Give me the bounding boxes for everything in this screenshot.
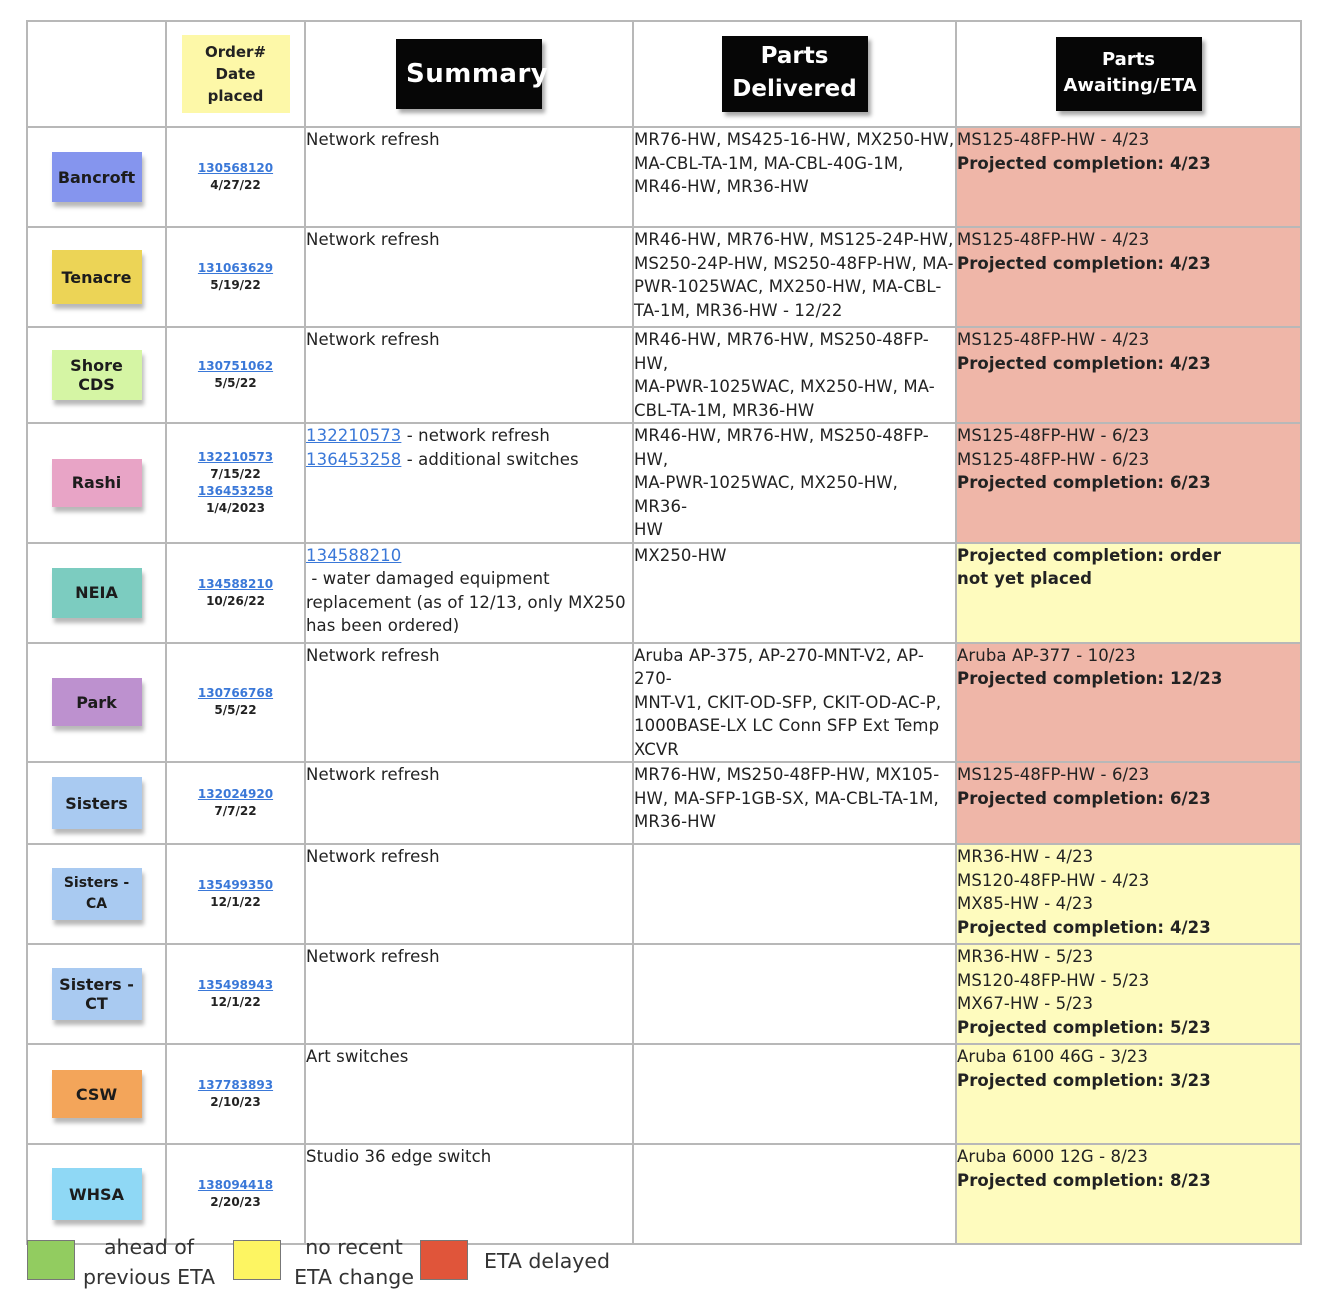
summary-text: Network refresh xyxy=(306,230,440,249)
site-name xyxy=(65,794,127,813)
awaiting-cell xyxy=(956,1144,1301,1244)
site-cell xyxy=(27,643,166,763)
summary-text: has been ordered) xyxy=(306,616,460,635)
order-number-link[interactable]: 136453258 xyxy=(197,483,274,498)
delivered-cell xyxy=(633,227,956,327)
awaiting-line: MS125-48FP-HW - 4/23 xyxy=(957,330,1150,349)
site-sticky-note xyxy=(52,1168,142,1220)
awaiting-cell xyxy=(956,423,1301,543)
order-number-link[interactable]: 132024920 xyxy=(197,787,274,801)
summary-text: Studio 36 edge switch xyxy=(306,1147,492,1166)
site-sticky-note xyxy=(52,968,142,1020)
legend-delayed-line1: ETA delayed xyxy=(483,1249,611,1273)
site-cell xyxy=(27,1144,166,1244)
delivered-cell xyxy=(633,327,956,423)
site-name-line: Sisters - xyxy=(63,875,130,891)
site-name-line: Sisters xyxy=(65,793,128,813)
order-date: 2/20/23 xyxy=(210,1195,261,1209)
delivered-cell xyxy=(633,1144,956,1244)
header-summary xyxy=(305,21,633,127)
header-row xyxy=(27,21,1301,127)
awaiting-header-line1: Parts xyxy=(1101,49,1156,70)
awaiting-line: Aruba AP-377 - 10/23 xyxy=(957,645,1136,665)
delivered-cell xyxy=(633,844,956,944)
delivered-cell xyxy=(633,1044,956,1144)
order-date: 5/19/22 xyxy=(210,278,261,292)
legend-no-change-line2: ETA change xyxy=(294,1265,414,1289)
site-name-line: Shore CDS xyxy=(70,356,123,394)
summary-text: - network refresh xyxy=(401,426,550,445)
order-header-sticky xyxy=(182,35,290,113)
site-name-line: Tenacre xyxy=(61,267,132,287)
projected-completion: Projected completion: 5/23 xyxy=(957,1017,1211,1037)
order-cell xyxy=(166,227,305,327)
awaiting-line: MS125-48FP-HW - 6/23 xyxy=(957,765,1150,784)
site-name xyxy=(76,1085,117,1104)
table-row xyxy=(27,327,1301,423)
order-cell xyxy=(166,844,305,944)
summary-cell xyxy=(305,762,633,844)
summary-text: Network refresh xyxy=(306,130,440,149)
order-cell xyxy=(166,762,305,844)
order-number-link[interactable]: 130568120 xyxy=(197,161,274,175)
order-cell xyxy=(166,643,305,763)
site-name-line: NEIA xyxy=(75,583,118,602)
legend-swatch-no-change xyxy=(233,1240,281,1280)
table-row xyxy=(27,127,1301,227)
awaiting-header-label xyxy=(1056,37,1202,111)
order-number-link[interactable]: 134588210 xyxy=(197,576,274,591)
summary-text: Network refresh xyxy=(306,947,440,966)
order-number-link[interactable]: 135498943 xyxy=(197,978,274,992)
site-cell xyxy=(27,844,166,944)
legend-label-no-change xyxy=(290,1232,418,1292)
site-name-line: WHSA xyxy=(69,1184,124,1204)
table-row xyxy=(27,1044,1301,1144)
summary-text: Network refresh xyxy=(306,645,440,665)
summary-text: Network refresh xyxy=(306,330,440,349)
awaiting-cell xyxy=(956,844,1301,944)
order-number-link[interactable]: 130766768 xyxy=(197,686,274,701)
site-name-line: Park xyxy=(76,692,117,712)
summary-line xyxy=(306,228,632,252)
delivered-line: MA-PWR-1025WAC, MX250-HW, MA- xyxy=(634,377,935,396)
site-cell xyxy=(27,944,166,1044)
delivered-line: MR46-HW, MR76-HW, MS250-48FP-HW, xyxy=(634,426,929,469)
projected-completion: Projected completion: order not yet placed xyxy=(957,545,1222,588)
delivered-header-line2: Delivered xyxy=(732,76,857,102)
site-name xyxy=(52,975,142,1013)
summary-header-label: Summary xyxy=(396,39,542,109)
delivered-cell xyxy=(633,944,956,1044)
site-name xyxy=(58,168,135,187)
awaiting-line: MS125-48FP-HW - 6/23 xyxy=(957,449,1150,469)
summary-line xyxy=(306,1145,632,1169)
site-cell xyxy=(27,327,166,423)
site-cell xyxy=(27,227,166,327)
order-date: 10/26/22 xyxy=(206,593,265,608)
site-name-line: Rashi xyxy=(71,473,122,493)
site-name-line: CSW xyxy=(75,1084,118,1104)
summary-order-link[interactable]: 132210573 xyxy=(306,426,402,445)
order-number-link[interactable]: 138094418 xyxy=(197,1178,274,1192)
delivered-header-label xyxy=(722,36,868,112)
order-status-table xyxy=(26,20,1302,1245)
legend-swatch-ahead xyxy=(27,1240,75,1280)
table-row xyxy=(27,1144,1301,1244)
order-number-link[interactable]: 132210573 xyxy=(197,449,274,464)
summary-cell xyxy=(305,227,633,327)
projected-completion: Projected completion: 12/23 xyxy=(957,669,1223,688)
legend-ahead-line2: previous ETA xyxy=(82,1265,216,1289)
header-awaiting xyxy=(956,21,1301,127)
delivered-line: MR76-HW, MS250-48FP-HW, MX105- xyxy=(634,765,940,784)
legend-no-change-line1: no recent xyxy=(305,1235,403,1259)
legend-label-ahead xyxy=(78,1232,220,1292)
order-cell xyxy=(166,1144,305,1244)
table-row xyxy=(27,423,1301,543)
summary-line xyxy=(306,1045,632,1069)
awaiting-line: Aruba 6000 12G - 8/23 xyxy=(957,1147,1148,1166)
delivered-line: MR46-HW, MR76-HW, MS250-48FP-HW, xyxy=(634,330,929,373)
site-sticky-note xyxy=(52,250,142,304)
awaiting-line: MS125-48FP-HW - 6/23 xyxy=(957,426,1150,445)
summary-text: Art switches xyxy=(306,1047,409,1066)
site-sticky-note xyxy=(52,459,142,507)
table-row xyxy=(27,944,1301,1044)
projected-completion: Projected completion: 4/23 xyxy=(957,917,1211,937)
delivered-line: 1000BASE-LX LC Conn SFP Ext Temp xyxy=(634,716,940,735)
legend xyxy=(0,1232,1320,1302)
order-date: 12/1/22 xyxy=(210,995,261,1009)
projected-completion: Projected completion: 4/23 xyxy=(957,153,1211,173)
site-cell xyxy=(27,543,166,643)
summary-line xyxy=(306,128,632,152)
awaiting-cell xyxy=(956,127,1301,227)
projected-completion: Projected completion: 6/23 xyxy=(957,788,1211,808)
delivered-cell xyxy=(633,762,956,844)
summary-line xyxy=(306,644,632,668)
site-cell xyxy=(27,127,166,227)
projected-completion: Projected completion: 6/23 xyxy=(957,473,1211,492)
site-name xyxy=(75,583,118,602)
summary-cell xyxy=(305,127,633,227)
order-number-link[interactable]: 131063629 xyxy=(197,261,274,275)
awaiting-line: Aruba 6100 46G - 3/23 xyxy=(957,1047,1148,1066)
summary-cell xyxy=(305,423,633,543)
delivered-cell xyxy=(633,423,956,543)
delivered-header-line1: Parts xyxy=(760,43,829,69)
summary-cell xyxy=(305,643,633,763)
order-date: 5/5/22 xyxy=(214,376,257,390)
site-name xyxy=(61,268,131,287)
legend-swatch-delayed xyxy=(420,1240,468,1280)
summary-order-link[interactable]: 134588210 xyxy=(306,545,402,565)
delivered-line: CBL-TA-1M, MR36-HW xyxy=(634,400,815,420)
projected-completion: Projected completion: 4/23 xyxy=(957,253,1211,273)
summary-line xyxy=(306,763,632,787)
summary-line xyxy=(306,845,632,869)
table-row xyxy=(27,543,1301,643)
delivered-line: MR36-HW xyxy=(634,812,717,831)
summary-text: Network refresh xyxy=(306,847,440,866)
awaiting-line: MR36-HW - 5/23 xyxy=(957,947,1094,966)
summary-text: replacement (as of 12/13, only MX250 xyxy=(306,592,626,612)
summary-cell xyxy=(305,543,633,643)
delivered-line: MA-PWR-1025WAC, MX250-HW, MR36- xyxy=(634,473,898,516)
order-date: 2/10/23 xyxy=(210,1095,261,1109)
table-row xyxy=(27,762,1301,844)
summary-line xyxy=(306,448,632,472)
order-cell xyxy=(166,127,305,227)
delivered-line: HW, MA-SFP-1GB-SX, MA-CBL-TA-1M, xyxy=(634,788,939,808)
site-cell xyxy=(27,762,166,844)
delivered-line: HW xyxy=(634,520,663,539)
order-date: 7/7/22 xyxy=(214,804,257,818)
awaiting-cell xyxy=(956,327,1301,423)
site-sticky-note xyxy=(52,568,142,618)
site-name xyxy=(76,693,117,712)
site-name-line: Sisters - CT xyxy=(59,975,134,1013)
legend-ahead-line1: ahead of xyxy=(103,1235,195,1259)
summary-text: - additional switches xyxy=(401,449,579,469)
delivered-line: Aruba AP-375, AP-270-MNT-V2, AP-270- xyxy=(634,645,924,688)
summary-line xyxy=(306,945,632,969)
order-date: 5/5/22 xyxy=(214,703,257,718)
site-sticky-note xyxy=(52,777,142,829)
order-number-link[interactable]: 130751062 xyxy=(197,359,274,373)
order-number-link[interactable]: 137783893 xyxy=(197,1078,274,1092)
delivered-line: PWR-1025WAC, MX250-HW, MA-CBL- xyxy=(634,277,942,296)
awaiting-cell xyxy=(956,762,1301,844)
order-cell xyxy=(166,1044,305,1144)
delivered-line: TA-1M, MR36-HW - 12/22 xyxy=(634,300,843,320)
awaiting-cell xyxy=(956,1044,1301,1144)
site-name xyxy=(52,356,142,394)
site-sticky-note xyxy=(52,868,142,920)
awaiting-cell xyxy=(956,944,1301,1044)
site-name-line: CA xyxy=(85,896,108,912)
order-cell xyxy=(166,543,305,643)
summary-text: - water damaged equipment xyxy=(306,569,550,588)
awaiting-line: MX67-HW - 5/23 xyxy=(957,994,1094,1013)
site-sticky-note xyxy=(52,678,142,726)
order-date: 1/4/2023 xyxy=(206,500,265,515)
awaiting-line: MS120-48FP-HW - 4/23 xyxy=(957,870,1150,890)
order-number-link[interactable]: 135499350 xyxy=(197,878,274,892)
site-sticky-note xyxy=(52,1070,142,1118)
summary-cell xyxy=(305,844,633,944)
order-cell xyxy=(166,327,305,423)
order-date: 7/15/22 xyxy=(210,466,261,481)
site-sticky-note xyxy=(52,152,142,202)
delivered-line: MNT-V1, CKIT-OD-SFP, CKIT-OD-AC-P, xyxy=(634,692,942,712)
summary-line xyxy=(306,591,632,615)
site-name xyxy=(69,1185,124,1204)
legend-label-delayed xyxy=(478,1246,616,1276)
delivered-line: MR46-HW, MR76-HW, MS125-24P-HW, xyxy=(634,230,954,249)
summary-line xyxy=(306,328,632,352)
delivered-line: MS250-24P-HW, MS250-48FP-HW, MA- xyxy=(634,253,954,273)
awaiting-line: MR36-HW - 4/23 xyxy=(957,847,1094,866)
delivered-cell xyxy=(633,643,956,763)
summary-cell xyxy=(305,944,633,1044)
order-cell xyxy=(166,423,305,543)
awaiting-header-line2: Awaiting/ETA xyxy=(1063,75,1197,96)
table-row xyxy=(27,643,1301,763)
projected-completion: Projected completion: 8/23 xyxy=(957,1170,1211,1190)
site-name xyxy=(72,473,122,492)
awaiting-cell xyxy=(956,227,1301,327)
delivered-line: MR76-HW, MS425-16-HW, MX250-HW, xyxy=(634,130,955,149)
awaiting-cell xyxy=(956,643,1301,763)
delivered-line: MR46-HW, MR36-HW xyxy=(634,177,809,196)
header-order xyxy=(166,21,305,127)
summary-line xyxy=(306,614,632,638)
order-header-line2: Date placed xyxy=(207,65,264,105)
delivered-line: MX250-HW xyxy=(634,545,727,565)
site-name-line: Bancroft xyxy=(57,167,136,187)
summary-text: Network refresh xyxy=(306,765,440,784)
awaiting-line: MS125-48FP-HW - 4/23 xyxy=(957,230,1150,249)
site-sticky-note xyxy=(52,350,142,400)
summary-order-link[interactable]: 136453258 xyxy=(306,449,402,469)
table-row xyxy=(27,844,1301,944)
site-cell xyxy=(27,1044,166,1144)
delivered-cell xyxy=(633,543,956,643)
projected-completion: Projected completion: 4/23 xyxy=(957,353,1211,373)
site-name xyxy=(64,873,129,915)
order-cell xyxy=(166,944,305,1044)
awaiting-line: MS125-48FP-HW - 4/23 xyxy=(957,130,1150,149)
projected-completion: Projected completion: 3/23 xyxy=(957,1070,1211,1090)
delivered-line: XCVR xyxy=(634,739,679,759)
summary-cell xyxy=(305,327,633,423)
order-date: 12/1/22 xyxy=(210,895,261,909)
order-header-line1: Order# xyxy=(204,43,267,61)
summary-line xyxy=(306,544,632,591)
order-date: 4/27/22 xyxy=(210,178,261,192)
summary-cell xyxy=(305,1044,633,1144)
delivered-cell xyxy=(633,127,956,227)
awaiting-line: MS120-48FP-HW - 5/23 xyxy=(957,970,1150,990)
awaiting-cell xyxy=(956,543,1301,643)
delivered-line: MA-CBL-TA-1M, MA-CBL-40G-1M, xyxy=(634,153,904,173)
header-delivered xyxy=(633,21,956,127)
table-row xyxy=(27,227,1301,327)
summary-line xyxy=(306,424,632,448)
site-cell xyxy=(27,423,166,543)
header-site xyxy=(27,21,166,127)
awaiting-line: MX85-HW - 4/23 xyxy=(957,894,1094,913)
summary-cell xyxy=(305,1144,633,1244)
